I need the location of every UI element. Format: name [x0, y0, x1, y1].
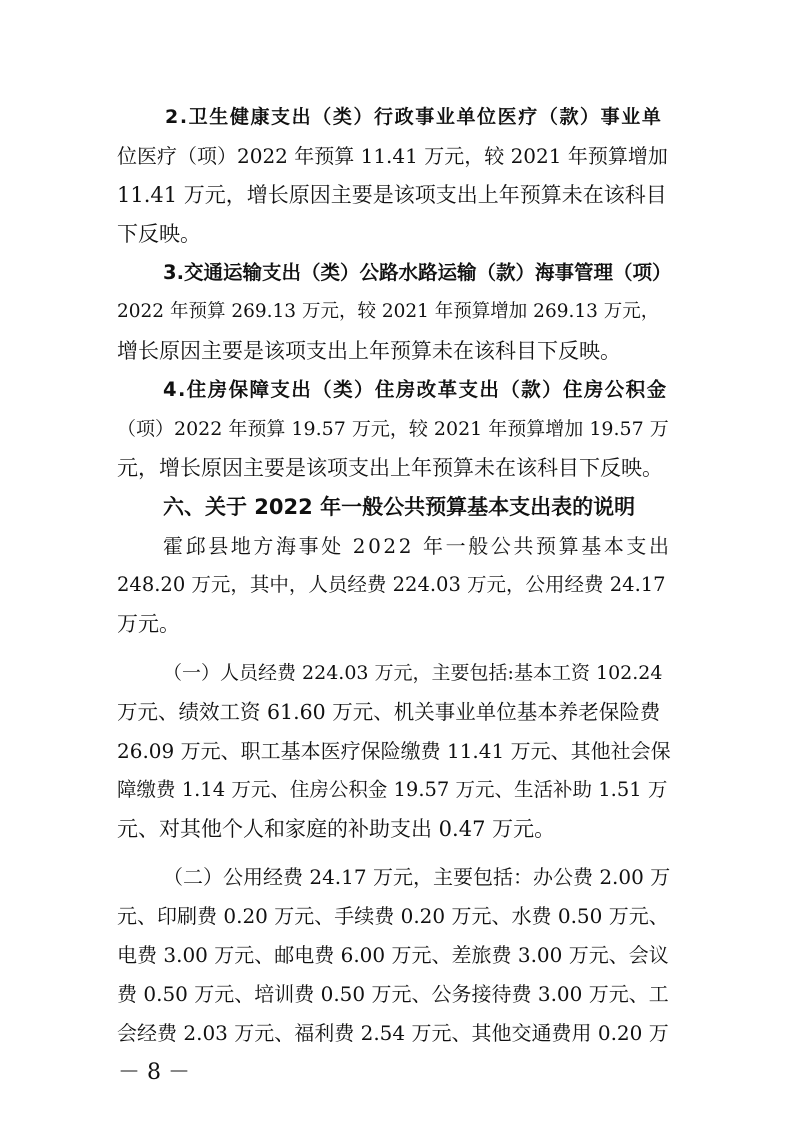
- text-line: 增长原因主要是该项支出上年预算未在该科目下反映。: [117, 339, 621, 363]
- text-line: 会经费 2.03 万元、福利费 2.54 万元、其他交通费用 0.20 万: [117, 1021, 669, 1045]
- text-line: 4.住房保障支出（类）住房改革支出（款）住房公积金: [163, 378, 668, 401]
- text-line: 霍邱县地方海事处 2022 年一般公共预算基本支出: [163, 534, 672, 558]
- text-line: 元，增长原因主要是该项支出上年预算未在该科目下反映。: [117, 456, 663, 480]
- text-line: （一）人员经费 224.03 万元，主要包括:基本工资 102.24: [163, 662, 663, 684]
- text-line: 费 0.50 万元、培训费 0.50 万元、公务接待费 3.00 万元、工: [117, 982, 669, 1006]
- text-line: 2.卫生健康支出（类）行政事业单位医疗（款）事业单: [165, 106, 663, 128]
- text-line: 电费 3.00 万元、邮电费 6.00 万元、差旅费 3.00 万元、会议: [117, 943, 669, 967]
- text-line: 26.09 万元、职工基本医疗保险缴费 11.41 万元、其他社会保: [117, 739, 671, 763]
- text-line: 位医疗（项）2022 年预算 11.41 万元，较 2021 年预算增加: [117, 144, 668, 168]
- text-line: 11.41 万元，增长原因主要是该项支出上年预算未在该科目: [117, 183, 667, 207]
- page-number: － 8 －: [118, 1060, 190, 1085]
- text-line: 万元、绩效工资 61.60 万元、机关事业单位基本养老保险费: [117, 700, 661, 724]
- text-line: 元、对其他个人和家庭的补助支出 0.47 万元。: [117, 817, 556, 841]
- text-line: 万元。: [117, 612, 180, 636]
- text-line: （项）2022 年预算 19.57 万元，较 2021 年预算增加 19.57 万: [117, 418, 669, 440]
- text-line: 障缴费 1.14 万元、住房公积金 19.57 万元、生活补助 1.51 万: [117, 778, 668, 801]
- section-heading: 六、关于 2022 年一般公共预算基本支出表的说明: [163, 495, 636, 519]
- text-line: 2022 年预算 269.13 万元，较 2021 年预算增加 269.13 万元，: [117, 301, 660, 322]
- text-line: 3.交通运输支出（类）公路水路运输（款）海事管理（项）: [163, 261, 672, 284]
- text-line: 元、印刷费 0.20 万元、手续费 0.20 万元、水费 0.50 万元、: [117, 904, 669, 928]
- text-line: 248.20 万元，其中，人员经费 224.03 万元，公用经费 24.17: [117, 573, 666, 596]
- text-line: 下反映。: [117, 222, 201, 246]
- text-line: （二）公用经费 24.17 万元，主要包括：办公费 2.00 万: [163, 865, 671, 889]
